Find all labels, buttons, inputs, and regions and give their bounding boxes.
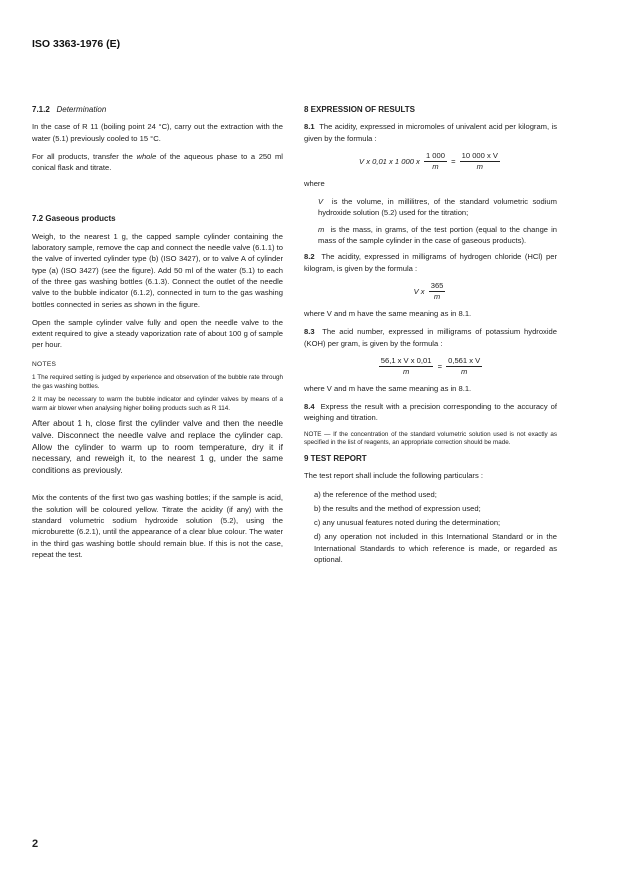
- formula-acid-number: [304, 356, 557, 377]
- text-run: The acid number, expressed in milligrams of potassium hydroxide (KOH) per gram, is given by the formula :: [304, 327, 557, 348]
- denominator: m: [476, 161, 483, 171]
- paragraph: [304, 326, 557, 349]
- numerator: 0,561 x V: [448, 355, 481, 365]
- paragraph: [304, 401, 557, 424]
- section-7-1-2-heading: [32, 104, 283, 115]
- clause-number: 8.4: [304, 402, 315, 412]
- denominator: m: [432, 161, 439, 171]
- section-8-heading: 8 EXPRESSION OF RESULTS: [304, 105, 415, 114]
- formula-acidity-hcl: [304, 281, 557, 302]
- paragraph: The test report shall include the following particulars :: [304, 471, 483, 481]
- symbol: V: [318, 197, 324, 207]
- note: 1 The required setting is judged by experience and observation of the bubble rate through the gas washing bottles.: [32, 374, 283, 390]
- text-run: of the aqueous phase to a 250 ml conical flask and titrate.: [32, 151, 283, 173]
- paragraph: where V and m have the same meaning as in 8.1.: [304, 383, 472, 393]
- paragraph: [32, 151, 283, 174]
- list-item: c) any unusual features noted during the determination;: [314, 518, 501, 528]
- text-run: is the volume, in millilitres, of the standard volumetric sodium hydroxide solution (5.2) used for the titration;: [318, 197, 557, 218]
- text-run: The acidity, expressed in micromoles of univalent acid per kilogram, is given by the formula :: [304, 122, 557, 143]
- text-run: Express the result with a precision corresponding to the accuracy of weighing and titration.: [304, 402, 557, 423]
- left-column: [32, 104, 283, 567]
- text-run: For all products, transfer the: [32, 151, 133, 161]
- list-item: d) any operation not included in this International Standard or in the International Standards to which reference is made, or regarded as optional.: [314, 532, 557, 565]
- list-item: b) the results and the method of expression used;: [314, 503, 481, 513]
- fraction: [424, 151, 447, 172]
- fraction: [460, 151, 500, 172]
- numerator: 1 000: [425, 150, 445, 160]
- right-column: [304, 104, 557, 568]
- paragraph: In the case of R 11 (boiling point 24 °C), carry out the extraction with the water (5.1) previously cooled to 15 °C.: [32, 122, 283, 143]
- paragraph: Mix the contents of the first two gas washing bottles; if the sample is acid, the solution will be coloured yellow. Titrate the acidity (if any) with the standard volumetric sodium hydroxide solution (5.2), using the microburette (6.2.1), until the appearance of a clear blue colour. The water in the third gas washing bottle should remain blue. If this is not the case, repeat the test.: [32, 493, 283, 559]
- section-9-heading: 9 TEST REPORT: [304, 453, 367, 463]
- paragraph: Weigh, to the nearest 1 g, the capped sample cylinder containing the laboratory sample, remove the cap and connect the needle valve (6.1.1) to the valve of inverted cylinder type (b) (ISO 3427), or to valve A of cylinder type (a) (ISO 3427) (see the figure). Add 50 ml of the water (5.1) to each of the three gas washing bottles (6.1.3). Connect the outlet of the needle valve to the bubble indicator (6.1.2), connected in turn to the gas washing bottles connected in series as shown in the figure.: [32, 231, 283, 309]
- equals: =: [451, 156, 456, 166]
- formula-term: V x 0,01 x 1 000 x: [359, 156, 420, 166]
- paragraph: Open the sample cylinder valve fully and open the needle valve to the extent required to give a steady vaporization rate of about 100 g of sample per hour.: [32, 317, 283, 350]
- text-run: The acidity, expressed in milligrams of hydrogen chloride (HCl) per kilogram, is given by the formula :: [304, 252, 557, 273]
- document-header: ISO 3363-1976 (E): [32, 38, 121, 50]
- note: 2 It may be necessary to warm the bubble indicator and cylinder valves by means of a warm air blower when analysing higher boiling products such as R 114.: [32, 396, 283, 412]
- section-number: 7.1.2: [32, 105, 50, 114]
- numerator: 10 000 x V: [461, 150, 498, 160]
- paragraph: where V and m have the same meaning as in 8.1.: [304, 308, 472, 318]
- symbol: m: [318, 224, 325, 234]
- fraction: [429, 281, 446, 302]
- equals: =: [437, 361, 442, 371]
- denominator: m: [402, 366, 410, 376]
- paragraph: After about 1 h, close first the cylinder valve and then the needle valve. Disconnect the needle valve and replace the cylinder cap. Allow the cylinder to warm up to room temperature, dry it if necessary, and reweigh it, to the nearest 1 g, under the same conditions as previously.: [32, 418, 283, 475]
- list-item: a) the reference of the method used;: [314, 489, 437, 499]
- definition-v: [304, 196, 557, 219]
- fraction: [379, 356, 434, 377]
- formula-acidity-micromoles: [304, 151, 557, 172]
- denominator: m: [433, 291, 441, 301]
- paragraph: [304, 251, 557, 274]
- numerator: 365: [430, 280, 444, 290]
- text-run: is the mass, in grams, of the test portion (equal to the change in mass of the sample cylinder in the case of gaseous products).: [318, 224, 557, 246]
- formula-term: V x: [413, 286, 425, 296]
- denominator: m: [461, 366, 468, 376]
- note: NOTE — If the concentration of the standard volumetric solution used is not exactly as specified in the list of reagents, an appropriate correction should be made.: [304, 430, 557, 447]
- paragraph: where: [304, 178, 325, 188]
- clause-number: 8.3: [304, 327, 315, 337]
- fraction: [446, 356, 482, 377]
- definition-m: [304, 224, 557, 247]
- paragraph: [304, 121, 557, 144]
- clause-number: 8.2: [304, 252, 315, 262]
- page-number: 2: [32, 838, 39, 850]
- clause-number: 8.1: [304, 122, 315, 132]
- section-7-2-heading: 7.2 Gaseous products: [32, 214, 116, 224]
- notes-heading: NOTES: [32, 360, 57, 368]
- section-title: Determination: [56, 105, 107, 114]
- emphasis: whole: [136, 151, 157, 161]
- numerator: 56,1 x V x 0,01: [380, 355, 432, 365]
